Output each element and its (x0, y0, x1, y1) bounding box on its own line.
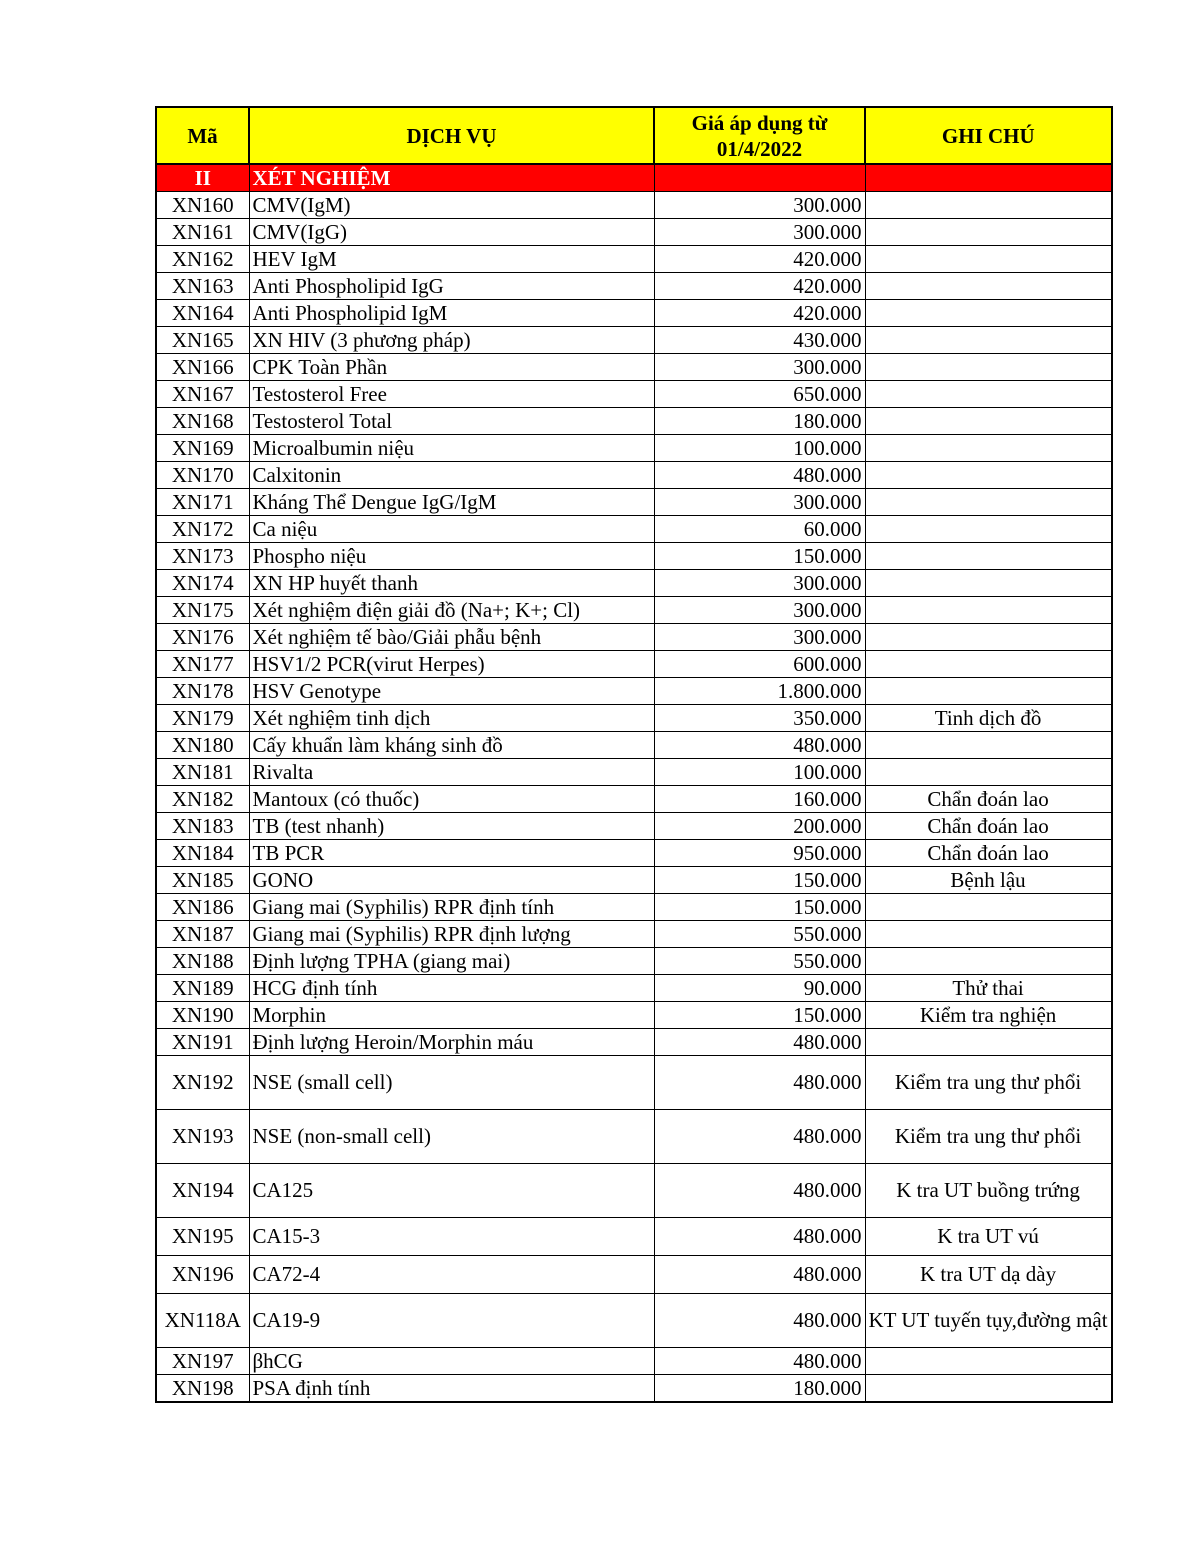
header-note: GHI CHÚ (865, 107, 1112, 164)
price-table (155, 106, 1113, 1403)
price-cell: 150.000 (654, 894, 865, 921)
service-cell: CA125 (249, 1164, 654, 1218)
service-cell: Anti Phospholipid IgM (249, 300, 654, 327)
service-cell: CA15-3 (249, 1218, 654, 1256)
table-row (156, 570, 1112, 597)
note-cell (865, 435, 1112, 462)
service-cell: Calxitonin (249, 462, 654, 489)
note-cell: Thử thai (865, 975, 1112, 1002)
price-cell: 950.000 (654, 840, 865, 867)
code-cell: XN160 (156, 192, 249, 219)
code-cell: XN185 (156, 867, 249, 894)
note-cell (865, 300, 1112, 327)
code-cell: XN173 (156, 543, 249, 570)
table-row (156, 462, 1112, 489)
code-cell: XN118A (156, 1294, 249, 1348)
price-cell: 430.000 (654, 327, 865, 354)
note-cell: Kiểm tra ung thư phổi (865, 1110, 1112, 1164)
price-cell: 180.000 (654, 408, 865, 435)
code-cell: XN162 (156, 246, 249, 273)
note-cell (865, 273, 1112, 300)
service-cell: Cấy khuẩn làm kháng sinh đồ (249, 732, 654, 759)
table-row (156, 651, 1112, 678)
price-cell: 100.000 (654, 759, 865, 786)
table-row (156, 354, 1112, 381)
service-cell: Microalbumin niệu (249, 435, 654, 462)
note-cell: K tra UT vú (865, 1218, 1112, 1256)
service-cell: NSE (small cell) (249, 1056, 654, 1110)
note-cell (865, 489, 1112, 516)
code-cell: XN175 (156, 597, 249, 624)
note-cell: Bệnh lậu (865, 867, 1112, 894)
service-cell: Xét nghiệm tế bào/Giải phẫu bệnh (249, 624, 654, 651)
price-cell: 480.000 (654, 1294, 865, 1348)
price-cell: 180.000 (654, 1375, 865, 1403)
table-row (156, 408, 1112, 435)
service-cell: Định lượng Heroin/Morphin máu (249, 1029, 654, 1056)
service-cell: Phospho niệu (249, 543, 654, 570)
table-row (156, 1002, 1112, 1029)
price-cell: 90.000 (654, 975, 865, 1002)
note-cell (865, 543, 1112, 570)
price-cell: 420.000 (654, 273, 865, 300)
note-cell (865, 327, 1112, 354)
note-cell (865, 354, 1112, 381)
note-cell (865, 219, 1112, 246)
code-cell: XN170 (156, 462, 249, 489)
header-code: Mã (156, 107, 249, 164)
table-row (156, 1029, 1112, 1056)
table-row (156, 1348, 1112, 1375)
price-cell: 150.000 (654, 867, 865, 894)
code-cell: XN192 (156, 1056, 249, 1110)
table-row (156, 840, 1112, 867)
table-row (156, 327, 1112, 354)
note-cell (865, 732, 1112, 759)
header-service: DỊCH VỤ (249, 107, 654, 164)
note-cell (865, 192, 1112, 219)
note-cell: Kiểm tra nghiện (865, 1002, 1112, 1029)
price-cell: 150.000 (654, 543, 865, 570)
service-cell: HEV IgM (249, 246, 654, 273)
code-cell: XN171 (156, 489, 249, 516)
code-cell: XN197 (156, 1348, 249, 1375)
note-cell (865, 921, 1112, 948)
price-cell: 300.000 (654, 570, 865, 597)
note-cell (865, 1375, 1112, 1403)
service-cell: TB PCR (249, 840, 654, 867)
service-cell: Kháng Thể Dengue IgG/IgM (249, 489, 654, 516)
note-cell (865, 624, 1112, 651)
price-cell: 300.000 (654, 489, 865, 516)
price-cell: 160.000 (654, 786, 865, 813)
note-cell: KT UT tuyến tụy,đường mật (865, 1294, 1112, 1348)
note-cell (865, 246, 1112, 273)
service-cell: Morphin (249, 1002, 654, 1029)
price-cell: 300.000 (654, 597, 865, 624)
service-cell: CMV(IgM) (249, 192, 654, 219)
service-cell: Rivalta (249, 759, 654, 786)
code-cell: XN195 (156, 1218, 249, 1256)
note-cell (865, 462, 1112, 489)
service-cell: Ca niệu (249, 516, 654, 543)
service-cell: Xét nghiệm tinh dịch (249, 705, 654, 732)
table-row (156, 543, 1112, 570)
price-cell: 600.000 (654, 651, 865, 678)
table-row (156, 786, 1112, 813)
table-row (156, 1256, 1112, 1294)
note-cell (865, 570, 1112, 597)
service-cell: Testosterol Free (249, 381, 654, 408)
price-cell: 350.000 (654, 705, 865, 732)
service-cell: Testosterol Total (249, 408, 654, 435)
table-row (156, 1375, 1112, 1403)
code-cell: XN177 (156, 651, 249, 678)
price-cell: 650.000 (654, 381, 865, 408)
note-cell: Tinh dịch đồ (865, 705, 1112, 732)
price-cell: 300.000 (654, 624, 865, 651)
note-cell: K tra UT dạ dày (865, 1256, 1112, 1294)
price-cell: 480.000 (654, 1164, 865, 1218)
section-empty-price (654, 164, 865, 192)
price-cell: 480.000 (654, 1056, 865, 1110)
table-row (156, 759, 1112, 786)
price-cell: 480.000 (654, 1256, 865, 1294)
price-cell: 550.000 (654, 948, 865, 975)
table-row (156, 489, 1112, 516)
code-cell: XN164 (156, 300, 249, 327)
note-cell (865, 408, 1112, 435)
table-row (156, 678, 1112, 705)
service-cell: Giang mai (Syphilis) RPR định tính (249, 894, 654, 921)
code-cell: XN178 (156, 678, 249, 705)
note-cell: Chẩn đoán lao (865, 813, 1112, 840)
note-cell (865, 1029, 1112, 1056)
code-cell: XN179 (156, 705, 249, 732)
service-cell: CA72-4 (249, 1256, 654, 1294)
note-cell (865, 516, 1112, 543)
table-row (156, 1294, 1112, 1348)
service-cell: GONO (249, 867, 654, 894)
code-cell: XN194 (156, 1164, 249, 1218)
code-cell: XN176 (156, 624, 249, 651)
code-cell: XN191 (156, 1029, 249, 1056)
table-row (156, 894, 1112, 921)
table-row (156, 273, 1112, 300)
service-cell: Mantoux (có thuốc) (249, 786, 654, 813)
table-row (156, 813, 1112, 840)
table-row (156, 192, 1112, 219)
price-cell: 480.000 (654, 1348, 865, 1375)
code-cell: XN182 (156, 786, 249, 813)
code-cell: XN168 (156, 408, 249, 435)
table-row (156, 1110, 1112, 1164)
table-row (156, 597, 1112, 624)
code-cell: XN174 (156, 570, 249, 597)
note-cell: K tra UT buồng trứng (865, 1164, 1112, 1218)
code-cell: XN188 (156, 948, 249, 975)
service-cell: Giang mai (Syphilis) RPR định lượng (249, 921, 654, 948)
price-cell: 300.000 (654, 219, 865, 246)
note-cell (865, 894, 1112, 921)
note-cell (865, 759, 1112, 786)
table-row (156, 219, 1112, 246)
table-row (156, 732, 1112, 759)
price-cell: 100.000 (654, 435, 865, 462)
table-row (156, 975, 1112, 1002)
table-row (156, 921, 1112, 948)
code-cell: XN167 (156, 381, 249, 408)
note-cell (865, 1348, 1112, 1375)
price-cell: 480.000 (654, 462, 865, 489)
table-row (156, 435, 1112, 462)
code-cell: XN183 (156, 813, 249, 840)
code-cell: XN172 (156, 516, 249, 543)
table-row (156, 300, 1112, 327)
table-row (156, 246, 1112, 273)
price-cell: 480.000 (654, 732, 865, 759)
table-row (156, 948, 1112, 975)
note-cell (865, 597, 1112, 624)
header-price: Giá áp dụng từ 01/4/2022 (654, 107, 865, 164)
price-cell: 60.000 (654, 516, 865, 543)
price-cell: 150.000 (654, 1002, 865, 1029)
service-cell: HSV Genotype (249, 678, 654, 705)
section-code: II (156, 164, 249, 192)
code-cell: XN165 (156, 327, 249, 354)
code-cell: XN186 (156, 894, 249, 921)
price-cell: 480.000 (654, 1029, 865, 1056)
service-cell: NSE (non-small cell) (249, 1110, 654, 1164)
service-cell: HCG định tính (249, 975, 654, 1002)
service-cell: HSV1/2 PCR(virut Herpes) (249, 651, 654, 678)
section-row (156, 164, 1112, 192)
section-empty-note (865, 164, 1112, 192)
code-cell: XN166 (156, 354, 249, 381)
price-cell: 300.000 (654, 192, 865, 219)
price-cell: 480.000 (654, 1218, 865, 1256)
note-cell (865, 948, 1112, 975)
price-cell: 200.000 (654, 813, 865, 840)
code-cell: XN163 (156, 273, 249, 300)
note-cell (865, 651, 1112, 678)
service-cell: CA19-9 (249, 1294, 654, 1348)
price-cell: 1.800.000 (654, 678, 865, 705)
service-cell: CMV(IgG) (249, 219, 654, 246)
service-cell: βhCG (249, 1348, 654, 1375)
note-cell: Chẩn đoán lao (865, 840, 1112, 867)
table-row (156, 705, 1112, 732)
code-cell: XN180 (156, 732, 249, 759)
price-cell: 420.000 (654, 300, 865, 327)
table-row (156, 381, 1112, 408)
price-cell: 550.000 (654, 921, 865, 948)
code-cell: XN187 (156, 921, 249, 948)
header-row (156, 107, 1112, 164)
service-cell: XN HIV (3 phương pháp) (249, 327, 654, 354)
code-cell: XN193 (156, 1110, 249, 1164)
service-cell: PSA định tính (249, 1375, 654, 1403)
service-cell: CPK Toàn Phần (249, 354, 654, 381)
note-cell: Kiểm tra ung thư phổi (865, 1056, 1112, 1110)
table-row (156, 516, 1112, 543)
code-cell: XN184 (156, 840, 249, 867)
note-cell (865, 678, 1112, 705)
table-row (156, 624, 1112, 651)
table-row (156, 1164, 1112, 1218)
price-cell: 420.000 (654, 246, 865, 273)
service-cell: XN HP huyết thanh (249, 570, 654, 597)
table-row (156, 867, 1112, 894)
service-cell: Anti Phospholipid IgG (249, 273, 654, 300)
table-row (156, 1056, 1112, 1110)
service-cell: Định lượng TPHA (giang mai) (249, 948, 654, 975)
code-cell: XN181 (156, 759, 249, 786)
service-cell: TB (test nhanh) (249, 813, 654, 840)
note-cell (865, 381, 1112, 408)
code-cell: XN161 (156, 219, 249, 246)
code-cell: XN190 (156, 1002, 249, 1029)
price-cell: 480.000 (654, 1110, 865, 1164)
code-cell: XN169 (156, 435, 249, 462)
section-title: XÉT NGHIỆM (249, 164, 654, 192)
table-row (156, 1218, 1112, 1256)
code-cell: XN189 (156, 975, 249, 1002)
price-cell: 300.000 (654, 354, 865, 381)
service-cell: Xét nghiệm điện giải đồ (Na+; K+; Cl) (249, 597, 654, 624)
code-cell: XN196 (156, 1256, 249, 1294)
note-cell: Chẩn đoán lao (865, 786, 1112, 813)
code-cell: XN198 (156, 1375, 249, 1403)
